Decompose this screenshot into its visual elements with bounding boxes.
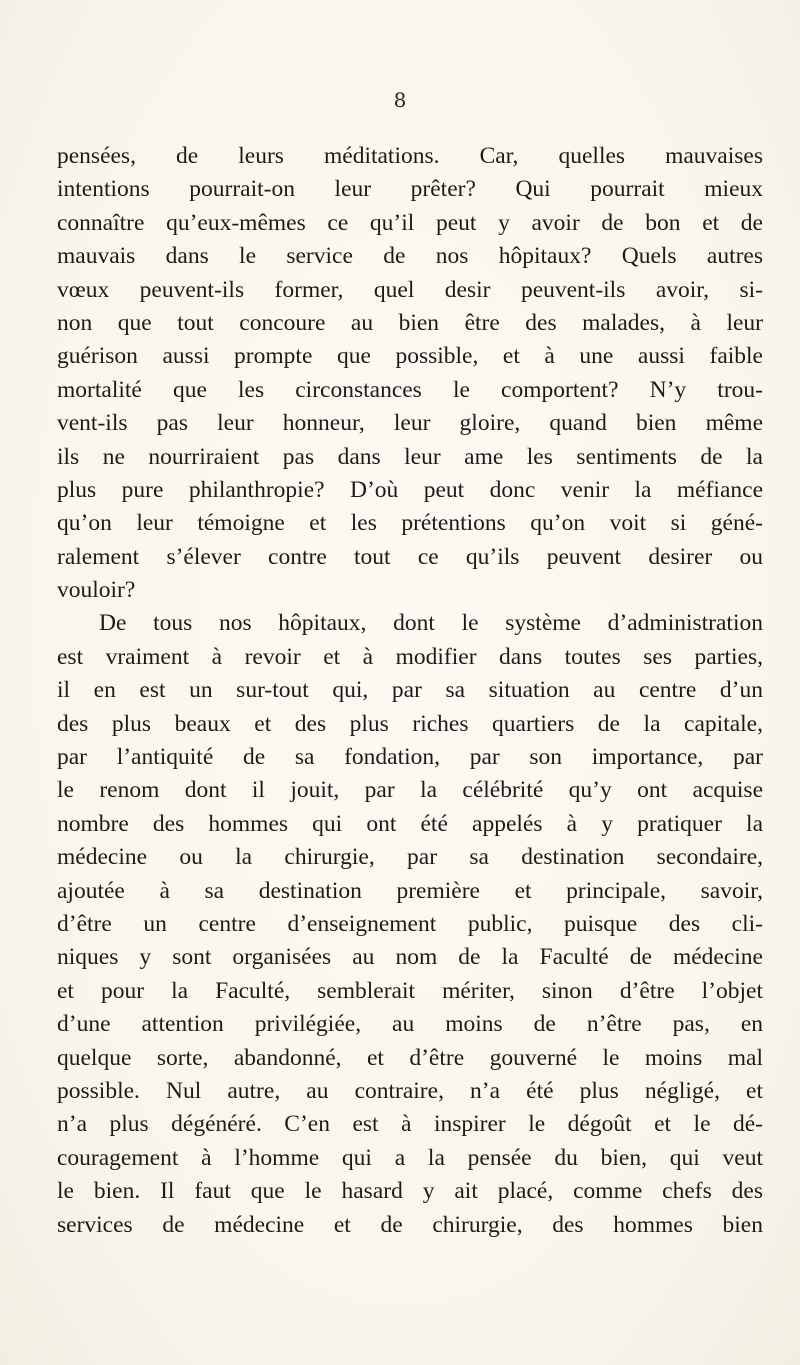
text-line: nombre des hommes qui ont été appelés à y pratiquer la [57, 810, 763, 837]
text-line: le renom dont il jouit, par la célébrité qu’y ont acquise [57, 777, 763, 804]
text-line: plus pure philanthropie? D’où peut donc venir la méfiance [57, 476, 763, 503]
text-line: connaître qu’eux-mêmes ce qu’il peut y avoir de bon et de [57, 209, 763, 236]
text-line: le bien. Il faut que le hasard y ait placé, comme chefs des [57, 1178, 763, 1205]
text-line: ralement s’élever contre tout ce qu’ils peuvent desirer ou [57, 543, 763, 570]
text-line: couragement à l’homme qui a la pensée du bien, qui veut [57, 1144, 763, 1171]
text-line: ajoutée à sa destination première et principale, savoir, [57, 877, 763, 904]
text-line: des plus beaux et des plus riches quartiers de la capitale, [57, 710, 763, 737]
text-line: d’être un centre d’enseignement public, puisque des cli- [57, 910, 763, 937]
text-line: n’a plus dégénéré. C’en est à inspirer le dégoût et le dé- [57, 1111, 763, 1138]
text-line: niques y sont organisées au nom de la Faculté de médecine [57, 944, 763, 971]
text-line: d’une attention privilégiée, au moins de n’être pas, en [57, 1011, 763, 1038]
text-line: intentions pourrait-on leur prêter? Qui pourrait mieux [57, 176, 763, 203]
text-line: il en est un sur-tout qui, par sa situation au centre d’un [57, 677, 763, 704]
text-line: guérison aussi prompte que possible, et à une aussi faible [57, 343, 763, 370]
text-line: mauvais dans le service de nos hôpitaux? Quels autres [57, 243, 763, 270]
text-line: services de médecine et de chirurgie, des hommes bien [57, 1211, 763, 1238]
text-line: qu’on leur témoigne et les prétentions qu’on voit si géné- [57, 510, 763, 537]
text-line: et pour la Faculté, semblerait mériter, sinon d’être l’objet [57, 977, 763, 1004]
text-line: ils ne nourriraient pas dans leur ame les sentiments de la [57, 443, 763, 470]
text-line: par l’antiquité de sa fondation, par son importance, par [57, 744, 763, 771]
text-line: possible. Nul autre, au contraire, n’a été plus négligé, et [57, 1077, 763, 1104]
paragraph-end-line: vouloir? [57, 577, 136, 604]
text-line: pensées, de leurs méditations. Car, quelles mauvaises [57, 143, 763, 169]
text-line: médecine ou la chirurgie, par sa destination secondaire, [57, 844, 763, 871]
text-line: quelque sorte, abandonné, et d’être gouverné le moins mal [57, 1044, 763, 1071]
page-number: 8 [393, 88, 407, 112]
text-line: est vraiment à revoir et à modifier dans toutes ses parties, [57, 643, 763, 670]
body-text [57, 140, 763, 1242]
text-line: non que tout concoure au bien être des malades, à leur [57, 309, 763, 336]
paragraph-start-line: De tous nos hôpitaux, dont le système d’administration [99, 610, 763, 637]
text-line: vent-ils pas leur honneur, leur gloire, quand bien même [57, 410, 763, 437]
text-line: vœux peuvent-ils former, quel desir peuvent-ils avoir, si- [57, 276, 763, 303]
text-line: mortalité que les circonstances le comportent? N’y trou- [57, 376, 763, 403]
